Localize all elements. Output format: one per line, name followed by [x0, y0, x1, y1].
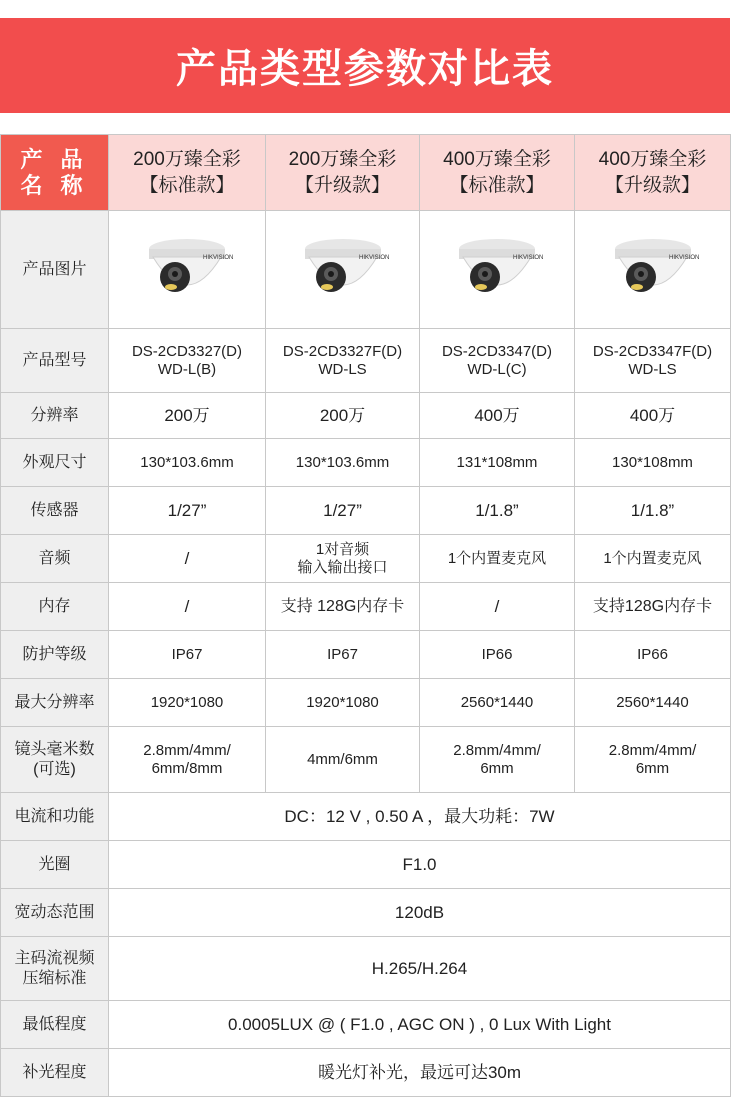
product-header [266, 135, 420, 211]
storage-row [1, 583, 731, 631]
codec-cell: H.265/H.264 [109, 937, 731, 1001]
dome-camera-image [303, 235, 389, 305]
protection-cell: IP66 [575, 631, 731, 679]
size-cell: 131*108mm [420, 439, 575, 487]
max-resolution-cell: 1920*1080 [109, 679, 266, 727]
product-image [266, 211, 420, 329]
header-label-line2: 名 称 [20, 172, 89, 198]
size-cell: 130*108mm [575, 439, 731, 487]
header-label [1, 135, 109, 211]
row-label: 最低程度 [1, 1001, 109, 1049]
lens-cell [575, 727, 731, 793]
product-name: 200万臻全彩 [133, 148, 241, 170]
model-line1: DS-2CD3347(D) [441, 342, 553, 360]
product-edition: 【升级款】 [294, 174, 390, 196]
dome-camera-image [457, 235, 544, 305]
row-label: 电流和功能 [1, 793, 109, 841]
protection-cell: IP67 [266, 631, 420, 679]
model-line2: WD-L(C) [467, 360, 527, 378]
header-row [1, 135, 731, 211]
title-banner [0, 0, 730, 120]
resolution-row [1, 393, 731, 439]
image-row [1, 211, 731, 329]
audio-line1: 1对音频 [315, 540, 370, 558]
audio-cell [420, 535, 575, 583]
header-label-line1: 产 品 [20, 146, 89, 172]
lens-line1: 2.8mm/4mm/ [608, 741, 697, 759]
lens-line2: 6mm [480, 759, 514, 777]
protection-row [1, 631, 731, 679]
min-illumination-cell: 0.0005LUX @ ( F1.0 , AGC ON ) , 0 Lux With Light [109, 1001, 731, 1049]
size-row [1, 439, 731, 487]
model-line1: DS-2CD3347F(D) [592, 342, 713, 360]
model-cell [420, 329, 575, 393]
audio-cell [575, 535, 731, 583]
lens-line2: 6mm/8mm [151, 759, 223, 777]
row-label: 传感器 [1, 487, 109, 535]
aperture-row [1, 841, 731, 889]
model-line2: WD-L(B) [157, 360, 217, 378]
audio-line1: / [184, 548, 190, 568]
product-name: 200万臻全彩 [288, 148, 397, 170]
svg-text:HIKVISION: HIKVISION [203, 254, 234, 261]
model-row [1, 329, 731, 393]
sensor-cell: 1/1.8” [420, 487, 575, 535]
row-label: 产品图片 [1, 211, 109, 329]
protection-cell: IP67 [109, 631, 266, 679]
resolution-cell: 200万 [266, 393, 420, 439]
lens-line1: 2.8mm/4mm/ [453, 741, 541, 759]
size-cell: 130*103.6mm [109, 439, 266, 487]
product-image [575, 211, 731, 329]
resolution-cell: 200万 [109, 393, 266, 439]
lens-cell [109, 727, 266, 793]
svg-text:HIKVISION: HIKVISION [513, 254, 544, 261]
product-header [575, 135, 731, 211]
lens-cell [420, 727, 575, 793]
storage-cell: 支持 128G内存卡 [266, 583, 420, 631]
model-cell [575, 329, 731, 393]
product-image [420, 211, 575, 329]
storage-cell: / [109, 583, 266, 631]
model-line2: WD-LS [628, 360, 677, 378]
resolution-cell: 400万 [575, 393, 731, 439]
lens-line1: 2.8mm/4mm/ [143, 741, 231, 759]
lens-row [1, 727, 731, 793]
dome-camera-image [613, 235, 699, 305]
sensor-row [1, 487, 731, 535]
svg-text:HIKVISION: HIKVISION [358, 254, 389, 261]
storage-cell: / [420, 583, 575, 631]
row-label [1, 937, 109, 1001]
product-header [420, 135, 575, 211]
resolution-cell: 400万 [420, 393, 575, 439]
audio-cell [266, 535, 420, 583]
product-header [109, 135, 266, 211]
max-resolution-row [1, 679, 731, 727]
row-label: 光圈 [1, 841, 109, 889]
fill-light-row [1, 1049, 731, 1097]
lens-line1: 4mm/6mm [307, 750, 378, 768]
max-resolution-cell: 2560*1440 [420, 679, 575, 727]
row-label: 外观尺寸 [1, 439, 109, 487]
product-image [109, 211, 266, 329]
wdr-row [1, 889, 731, 937]
audio-line1: 1个内置麦克风 [603, 549, 702, 567]
svg-text:HIKVISION: HIKVISION [668, 254, 699, 261]
audio-cell [109, 535, 266, 583]
audio-line2: 输入输出接口 [297, 558, 388, 576]
model-cell [266, 329, 420, 393]
lens-line2: 6mm [635, 759, 670, 777]
aperture-cell: F1.0 [109, 841, 731, 889]
model-line1: DS-2CD3327F(D) [282, 342, 403, 360]
sensor-cell: 1/1.8” [575, 487, 731, 535]
audio-line1: 1个内置麦克风 [447, 549, 547, 567]
title-bar [0, 18, 730, 113]
product-name: 400万臻全彩 [443, 148, 551, 170]
max-resolution-cell: 2560*1440 [575, 679, 731, 727]
product-name: 400万臻全彩 [598, 148, 707, 170]
row-label-line2: (可选) [33, 760, 76, 778]
row-label: 宽动态范围 [1, 889, 109, 937]
storage-cell: 支持128G内存卡 [575, 583, 731, 631]
wdr-cell: 120dB [109, 889, 731, 937]
product-edition: 【标准款】 [139, 174, 235, 196]
sensor-cell: 1/27” [109, 487, 266, 535]
row-label: 补光程度 [1, 1049, 109, 1097]
page-title: 产品类型参数对比表 [176, 47, 554, 91]
row-label [1, 727, 109, 793]
sensor-cell: 1/27” [266, 487, 420, 535]
model-line1: DS-2CD3327(D) [131, 342, 243, 360]
row-label: 产品型号 [1, 329, 109, 393]
power-row [1, 793, 731, 841]
row-label: 防护等级 [1, 631, 109, 679]
power-cell: DC：12 V , 0.50 A ，最大功耗：7W [109, 793, 731, 841]
row-label: 音频 [1, 535, 109, 583]
lens-cell [266, 727, 420, 793]
dome-camera-image [147, 235, 234, 305]
codec-row [1, 937, 731, 1001]
row-label: 内存 [1, 583, 109, 631]
row-label-line1: 镜头毫米数 [14, 740, 95, 758]
row-label: 最大分辨率 [1, 679, 109, 727]
spec-table [0, 134, 731, 1097]
size-cell: 130*103.6mm [266, 439, 420, 487]
audio-row [1, 535, 731, 583]
model-line2: WD-LS [318, 360, 367, 378]
fill-light-cell: 暖光灯补光，最远可达30m [109, 1049, 731, 1097]
row-label: 分辨率 [1, 393, 109, 439]
min-illumination-row [1, 1001, 731, 1049]
protection-cell: IP66 [420, 631, 575, 679]
product-edition: 【标准款】 [449, 174, 545, 196]
model-cell [109, 329, 266, 393]
row-label-line2: 压缩标准 [22, 969, 87, 987]
product-edition: 【升级款】 [604, 174, 700, 196]
row-label-line1: 主码流视频 [14, 949, 95, 967]
max-resolution-cell: 1920*1080 [266, 679, 420, 727]
